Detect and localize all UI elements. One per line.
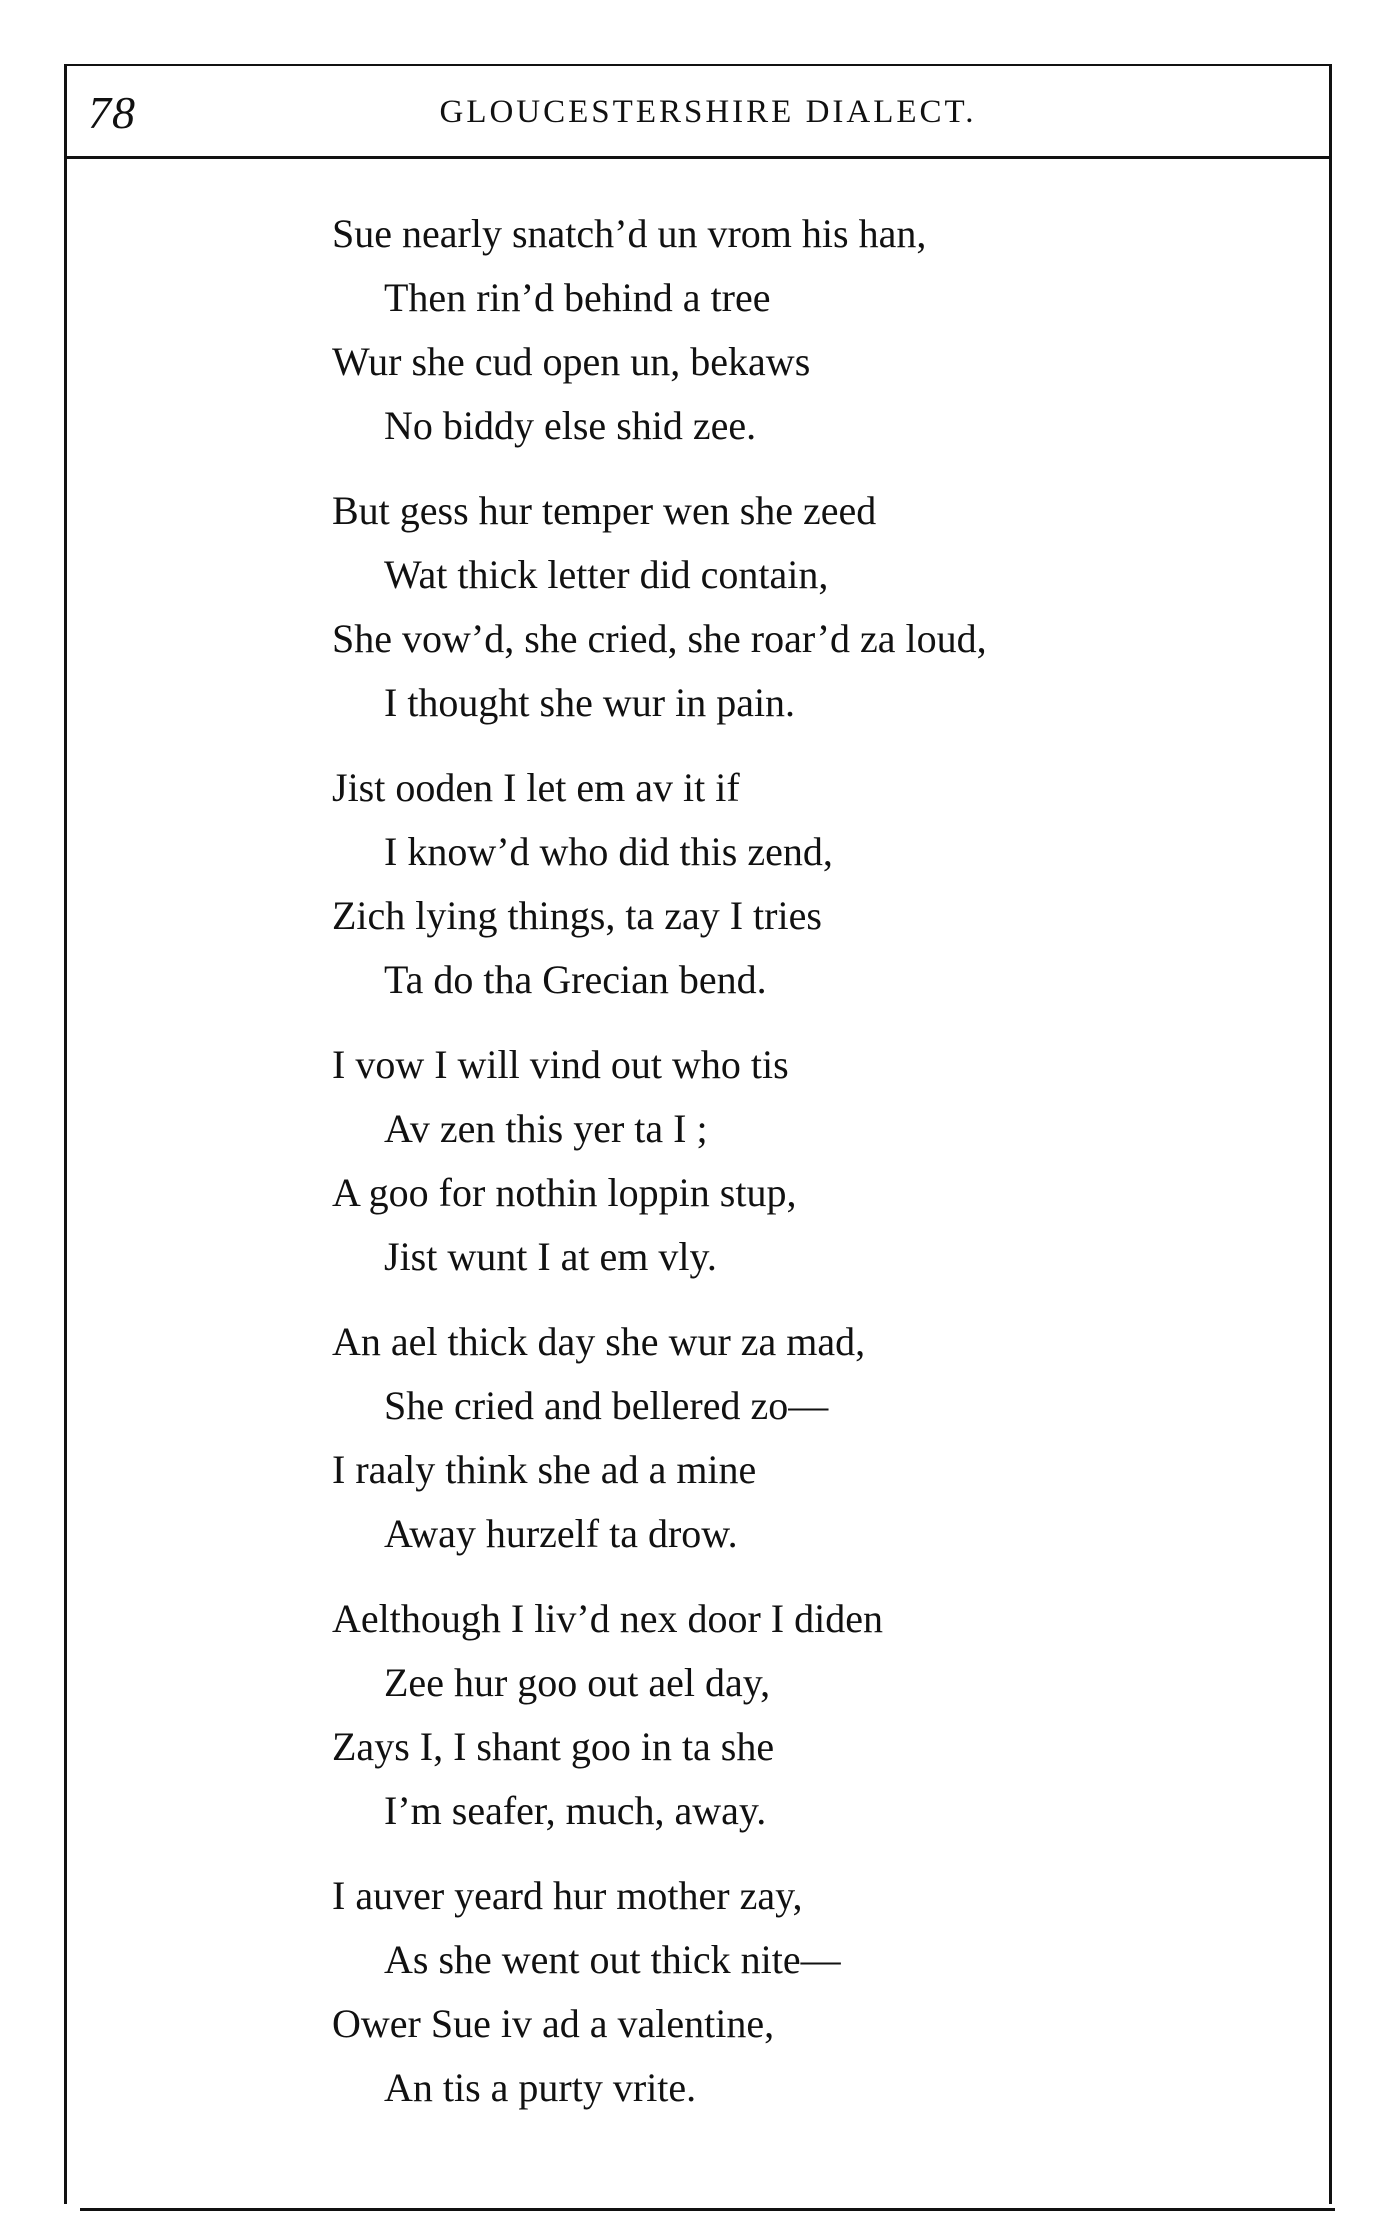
stanza [332,479,1312,735]
poem-line: I know’d who did this zend, [384,829,833,874]
stanza [332,756,1312,1012]
poem [332,202,1312,2141]
poem-line: But gess hur temper wen she zeed [332,488,877,533]
poem-line: I auver yeard hur mother zay, [332,1873,803,1918]
header-rule [64,156,1332,159]
poem-line: I thought she wur in pain. [384,680,796,725]
stanza [332,1864,1312,2120]
poem-line: An ael thick day she wur za mad, [332,1319,866,1364]
poem-line: Wat thick letter did contain, [384,552,829,597]
poem-line: Zich lying things, ta zay I tries [332,893,822,938]
stanza [332,1033,1312,1289]
page-header [64,64,1332,160]
poem-line: Sue nearly snatch’d un vrom his han, [332,211,927,256]
poem-line: Wur she cud open un, bekaws [332,339,811,384]
poem-line: Ta do tha Grecian bend. [384,957,767,1002]
poem-line: Jist wunt I at em vly. [384,1234,717,1279]
poem-line: I’m seafer, much, away. [384,1788,767,1833]
poem-line: No biddy else shid zee. [384,403,757,448]
stanza [332,1587,1312,1843]
poem-line: Ower Sue iv ad a valentine, [332,2001,775,2046]
poem-line: Then rin’d behind a tree [384,275,771,320]
poem-line: An tis a purty vrite. [384,2065,697,2110]
poem-line: I raaly think she ad a mine [332,1447,757,1492]
poem-line: She vow’d, she cried, she roar’d za loud, [332,616,987,661]
poem-line: Zee hur goo out ael day, [384,1660,771,1705]
stanza [332,202,1312,458]
running-title: GLOUCESTERSHIRE DIALECT. [439,94,977,130]
poem-line: She cried and bellered zo— [384,1383,829,1428]
poem-line: I vow I will vind out who tis [332,1042,789,1087]
poem-line: Away hurzelf ta drow. [384,1511,738,1556]
bottom-rule [80,2208,1335,2211]
poem-line: A goo for nothin loppin stup, [332,1170,797,1215]
stanza [332,1310,1312,1566]
poem-line: Zays I, I shant goo in ta she [332,1724,775,1769]
poem-line: Av zen this yer ta I ; [384,1106,708,1151]
poem-line: Jist ooden I let em av it if [332,765,740,810]
page-number: 78 [88,87,136,138]
poem-line: Aelthough I liv’d nex door I diden [332,1596,883,1641]
poem-line: As she went out thick nite— [384,1937,841,1982]
